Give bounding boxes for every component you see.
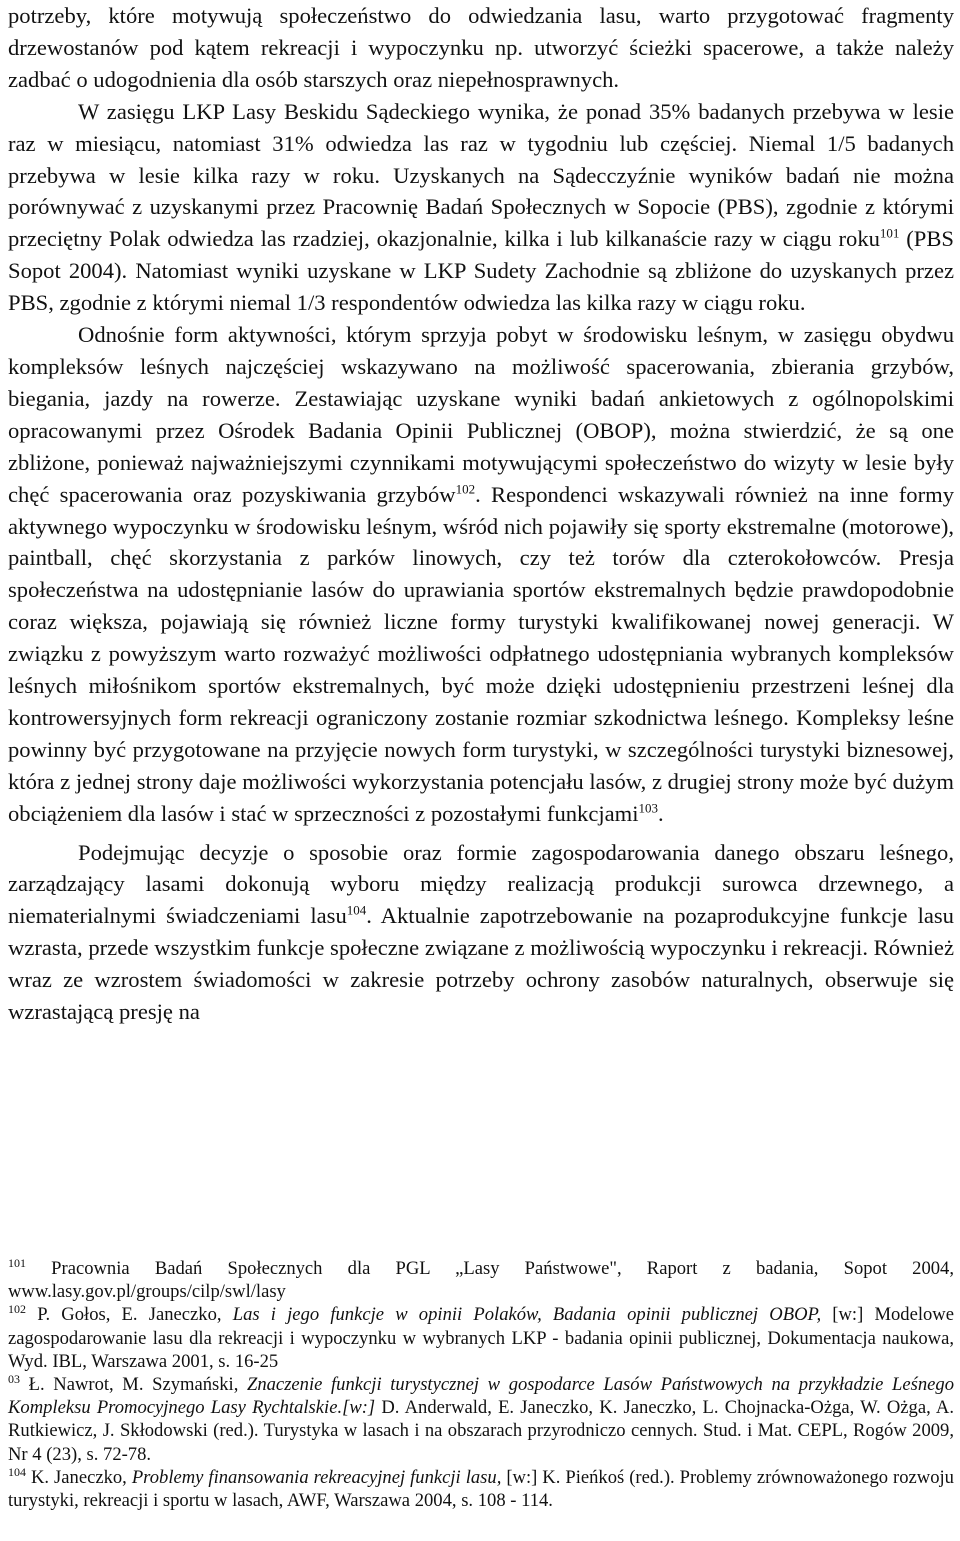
paragraph-4 (8, 837, 954, 1028)
footnote-text: Ł. Nawrot, M. Szymański, (28, 1374, 247, 1396)
paragraph-text: W zasięgu LKP Lasy Beskidu Sądeckiego wynika, że ponad 35% badanych przebywa w lesie raz w miesiącu, natomiast 31% odwiedza las raz w tygodniu lub częściej. Niemal 1/5 badanych przebywa w lesie kilka razy w roku. Uzyskanych na Sądecczyźnie wyników badań nie można porównywać z uzyskanymi przez Pracownię Badań Społecznych w Sopocie (PBS), zgodnie z którymi przeciętny Polak odwiedza las rzadziej, okazjonalnie, kilka i lub kilkanaście razy w ciągu roku (8, 98, 954, 252)
paragraph-text: . (658, 800, 664, 826)
footnote-title: Las i jego funkcje w opinii Polaków, Badania opinii publicznej OBOP, (232, 1304, 822, 1326)
footnote-number: 102 (8, 1302, 26, 1317)
footnote-ref-104[interactable]: 104 (346, 902, 367, 918)
footnote-ref-103[interactable]: 103 (638, 800, 659, 816)
paragraph-text: . Aktualnie zapotrzebowanie na pozaprodukcyjne funkcje lasu wzrasta, przede wszystkim funkcje społeczne związane z możliwością wypoczynku i rekreacji. Również wraz ze wzrostem świadomości w zakresie potrzeby ochrony zasobów naturalnych, obserwuje się wzrastającą presję na (8, 903, 954, 1025)
footnote-title: Problemy finansowania rekreacyjnej funkcji lasu, (131, 1466, 502, 1488)
footnote-title: Znaczenie funkcji turystycznej w gospodarce Lasów Państwowych na przykładzie Leśnego Kompleksu Promocyjnego Lasy Rychtalskie.[w:] (8, 1374, 954, 1419)
footnote-number: 104 (8, 1464, 26, 1479)
footnote-ref-102[interactable]: 102 (455, 481, 476, 497)
footnote-number: 03 (8, 1371, 20, 1386)
footnote-text: D. Anderwald, E. Janeczko, K. Janeczko, L. Chojnacka-Ożga, W. Ożga, A. Rutkiewicz, J. Skłodowski (red.). Turystyka w lasach i na obszarach przyrodniczo cennych. Stud. i Mat. CEPL, Rogów 2009, Nr 4 (23), s. 72-78. (8, 1397, 954, 1465)
paragraph-text: Podejmując decyzje o sposobie oraz formie zagospodarowania danego obszaru leśnego, zarządzający lasami dokonują wyboru między realizacją produkcji surowca drzewnego, a niematerialnymi świadczeniami lasu (8, 839, 954, 929)
paragraph-text: . Respondenci wskazywali również na inne formy aktywnego wypoczynku w środowisku leśnym, wśród nich pojawiły się sporty ekstremalne (motorowe), paintball, chęć skorzystania z parków linowych, czy też torów dla czterokołowców. Presja społeczeństwa na udostępnianie lasów do uprawiania sportów ekstremalnych będzie prawdopodobnie coraz większa, pojawiają się również liczne formy turystyki kwalifikowanej nowej generacji. W związku z powyższym warto rozważyć możliwości odpłatnego udostępniania wybranych kompleksów leśnych miłośnikom sportów ekstremalnych, być może dzięki udostępnieniu przestrzeni leśnej dla kontrowersyjnych form rekreacji ograniczony zostanie rozmiar szkodnictwa leśnego. Kompleksy leśne powinny być przygotowane na przyjęcie nowych form turystyki, w szczególności turystyki biznesowej, która z jednej strony daje możliwości wykorzystania potencjału lasów, z drugiej strony może być dużym obciążeniem dla lasów i stać w sprzeczności z pozostałymi funkcjami (8, 481, 954, 826)
footnote-103 (8, 1373, 954, 1466)
paragraph-text: Odnośnie form aktywności, którym sprzyja pobyt w środowisku leśnym, w zasięgu obydwu kompleksów leśnych najczęściej wskazywano na możliwość spacerowania, zbierania grzybów, biegania, jazdy na rowerze. Zestawiając uzyskane wyniki badań ankietowych z ogólnopolskimi opracowanymi przez Ośrodek Badania Opinii Publicznej (OBOP), można stwierdzić, że są one zbliżone, ponieważ najważniejszymi czynnikami motywującymi społeczeństwo do wizyty w lesie były chęć spacerowania oraz pozyskiwania grzybów (8, 322, 954, 507)
footnote-text: [w:] Modelowe zagospodarowanie lasu dla rekreacji i wypoczynku w wybranych LKP - badania opinii publicznej, Dokumentacja naukowa, Wyd. IBL, Warszawa 2001, s. 16-25 (8, 1304, 954, 1372)
paragraph-1 (8, 0, 954, 96)
footnote-104 (8, 1466, 954, 1512)
footnote-text: Pracownia Badań Społecznych dla PGL „Lasy Państwowe", Raport z badania, Sopot 2004, www.lasy.gov.pl/groups/cilp/swl/lasy (8, 1258, 954, 1303)
paragraph-2 (8, 96, 954, 319)
paragraph-3 (8, 319, 954, 830)
footnote-101 (8, 1257, 954, 1303)
document-page (8, 0, 954, 1512)
footnote-text: [w:] K. Pieńkoś (red.). Problemy zrównoważonego rozwoju turystyki, rekreacji i sportu w lasach, AWF, Warszawa 2004, s. 108 - 114. (8, 1466, 954, 1512)
footnote-ref-101[interactable]: 101 (879, 225, 900, 241)
footnote-text: K. Janeczko, (30, 1466, 132, 1488)
paragraph-text: (PBS Sopot 2004). Natomiast wyniki uzyskane w LKP Sudety Zachodnie są zbliżone do uzyskanych przez PBS, zgodnie z którymi niemal 1/3 respondentów odwiedza las kilka razy w ciągu roku. (8, 226, 954, 316)
paragraph-text: potrzeby, które motywują społeczeństwo do odwiedzania lasu, warto przygotować fragmenty drzewostanów pod kątem rekreacji i wypoczynku np. utworzyć ścieżki spacerowe, a także należy zadbać o udogodnienia dla osób starszych oraz niepełnosprawnych. (8, 3, 954, 92)
footnote-number: 101 (8, 1255, 26, 1270)
footnotes-section (8, 1257, 954, 1512)
footnote-102 (8, 1303, 954, 1373)
body-text (8, 0, 954, 1028)
footnote-text: P. Gołos, E. Janeczko, (37, 1304, 233, 1326)
